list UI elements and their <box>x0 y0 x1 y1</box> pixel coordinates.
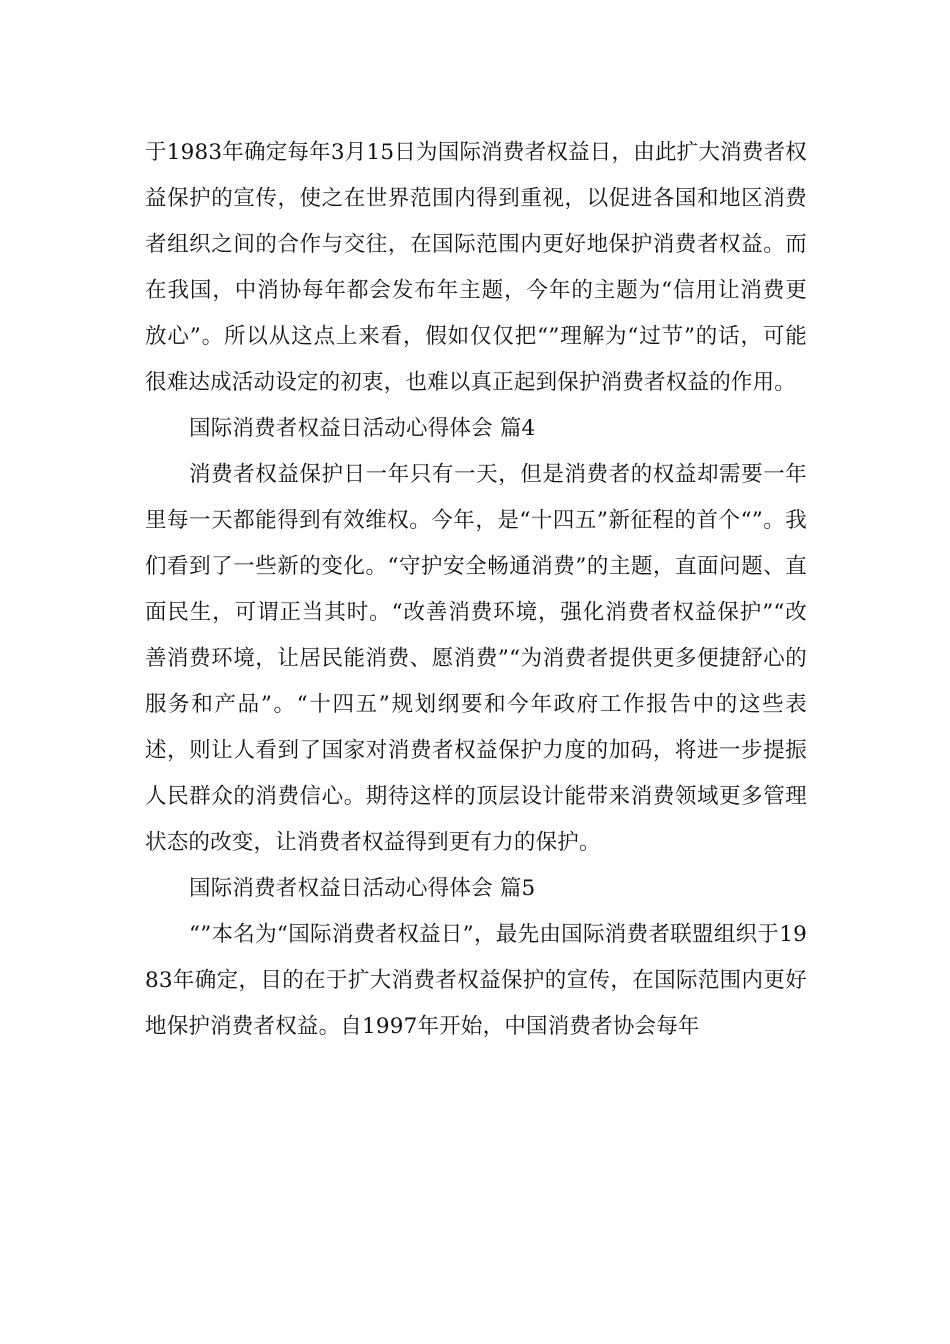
section-heading-5: 国际消费者权益日活动心得体会 篇5 <box>189 876 536 901</box>
section-heading-4: 国际消费者权益日活动心得体会 篇4 <box>189 416 536 441</box>
paragraph-section-4: 消费者权益保护日一年只有一天，但是消费者的权益却需要一年里每一天都能得到有效维权。今年，是“十四五”新征程的首个“”。我们看到了一些新的变化。“守护安全畅通消费”的主题，直面问题、直面民生，可谓正当其时。“改善消费环境，强化消费者权益保护”“改善消费环境，让居民能消费、愿消费”“为消费者提供更多便捷舒心的服务和产品”。“十四五”规划纲要和今年政府工作报告中的这些表述，则让人看到了国家对消费者权益保护力度的加码，将进一步提振人民群众的消费信心。期待这样的顶层设计能带来消费领域更多管理状态的改变，让消费者权益得到更有力的保护。 <box>145 462 807 855</box>
paragraph-continuation: 于1983年确定每年3月15日为国际消费者权益日，由此扩大消费者权益保护的宣传，使之在世界范围内得到重视，以促进各国和地区消费者组织之间的合作与交往，在国际范围内更好地保护消费者权益。而在我国，中消协每年都会发布年主题，今年的主题为“信用让消费更放心”。所以从这点上来看，假如仅仅把“”理解为“过节”的话，可能很难达成活动设定的初衷，也难以真正起到保护消费者权益的作用。 <box>145 140 807 395</box>
document-body <box>145 130 807 1050</box>
paragraph-section-5: “”本名为“国际消费者权益日”，最先由国际消费者联盟组织于1983年确定，目的在于扩大消费者权益保护的宣传，在国际范围内更好地保护消费者权益。自1997年开始，中国消费者协会每年 <box>145 922 807 1039</box>
